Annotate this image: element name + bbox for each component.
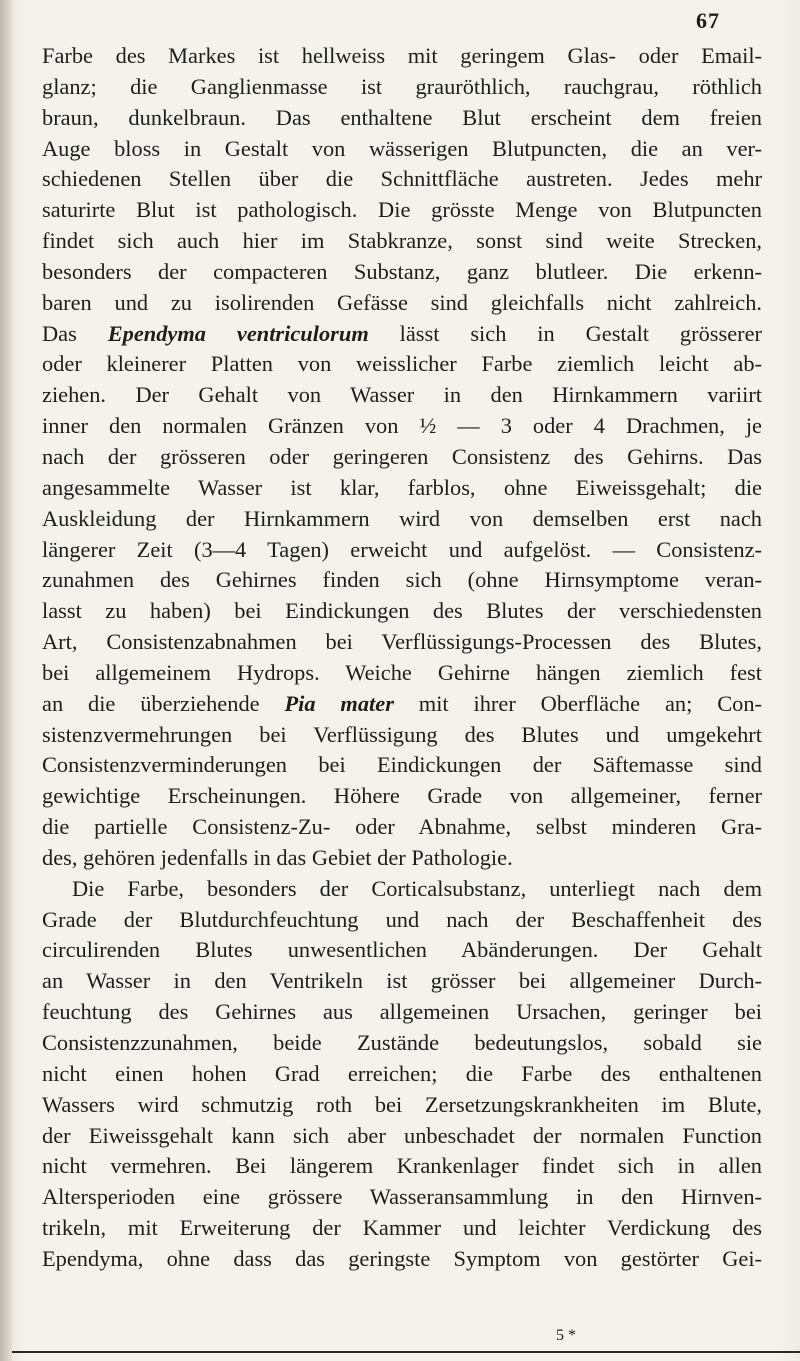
text-line: sistenzvermehrungen bei Verflüssigung des Blutes und umgekehrt — [42, 721, 762, 747]
text-line: baren und zu isolirenden Gefässe sind gleichfalls nicht zahlreich. — [42, 289, 762, 315]
text-line: die partielle Consistenz-Zu- oder Abnahme, selbst minderen Gra- — [42, 814, 762, 840]
signature-mark: 5 * — [556, 1327, 576, 1344]
text-line: nach der grösseren oder geringeren Consistenz des Gehirns. Das — [42, 443, 762, 469]
text-line: Auge bloss in Gestalt von wässerigen Blutpuncten, die an ver- — [42, 135, 762, 161]
text-line: Altersperioden eine grössere Wasseransammlung in den Hirnven- — [42, 1184, 762, 1210]
text-line: Auskleidung der Hirnkammern wird von demselben erst nach — [42, 505, 762, 531]
text-line: des, gehören jedenfalls in das Gebiet der Pathologie. — [42, 844, 513, 870]
text-line: Consistenzverminderungen bei Eindickungen der Säftemasse sind — [42, 752, 762, 778]
text-line: oder kleinerer Platten von weisslicher Farbe ziemlich leicht ab- — [42, 351, 762, 377]
text-line: inner den normalen Gränzen von ½ — 3 oder 4 Drachmen, je — [42, 413, 762, 439]
text-line: Die Farbe, besonders der Corticalsubstanz, unterliegt nach dem — [72, 875, 762, 901]
text-line: angesammelte Wasser ist klar, farblos, ohne Eiweissgehalt; die — [42, 474, 762, 500]
text-line: Grade der Blutdurchfeuchtung und nach der Beschaffenheit des — [42, 906, 762, 932]
text-line: an Wasser in den Ventrikeln ist grösser bei allgemeiner Durch- — [42, 968, 762, 994]
text-line: braun, dunkelbraun. Das enthaltene Blut erscheint dem freien — [42, 104, 762, 130]
text-line: bei allgemeinem Hydrops. Weiche Gehirne hängen ziemlich fest — [42, 659, 762, 685]
text-line: nicht vermehren. Bei längerem Krankenlager findet sich in allen — [42, 1153, 762, 1179]
text-line: gewichtige Erscheinungen. Höhere Grade von allgemeiner, ferner — [42, 783, 762, 809]
text-line: ziehen. Der Gehalt von Wasser in den Hirnkammern variirt — [42, 382, 762, 408]
text-line: glanz; die Ganglienmasse ist grauröthlich, rauchgrau, röthlich — [42, 73, 762, 99]
book-spine-shadow — [0, 0, 12, 1361]
text-line: Wassers wird schmutzig roth bei Zersetzungskrankheiten im Blute, — [42, 1091, 762, 1117]
page-number: 67 — [696, 8, 720, 33]
text-line: Ependyma, ohne dass das geringste Symptom von gestörter Gei- — [42, 1245, 762, 1271]
text-line: schiedenen Stellen über die Schnittfläche austreten. Jedes mehr — [42, 166, 762, 192]
text-line: Art, Consistenzabnahmen bei Verflüssigungs-Processen des Blutes, — [42, 629, 762, 655]
text-line: saturirte Blut ist pathologisch. Die grösste Menge von Blutpuncten — [42, 197, 762, 223]
latin-term: Ependyma ventriculorum — [107, 320, 369, 346]
text-line: besonders der compacteren Substanz, ganz blutleer. Die erkenn- — [42, 258, 762, 284]
text-line: zunahmen des Gehirnes finden sich (ohne Hirnsymptome veran- — [42, 567, 762, 593]
text-line: findet sich auch hier im Stabkranze, sonst sind weite Strecken, — [42, 228, 762, 254]
latin-term: Pia mater — [284, 690, 394, 716]
text-line: feuchtung des Gehirnes aus allgemeinen Ursachen, geringer bei — [42, 999, 762, 1025]
text-line: trikeln, mit Erweiterung der Kammer und leichter Verdickung des — [42, 1215, 762, 1241]
text-line: circulirenden Blutes unwesentlichen Abänderungen. Der Gehalt — [42, 937, 762, 963]
text-line: längerer Zeit (3—4 Tagen) erweicht und aufgelöst. — Consistenz- — [42, 536, 762, 562]
body-text — [42, 41, 762, 1275]
text-line: Das Ependyma ventriculorum lässt sich in Gestalt grösserer — [42, 320, 762, 346]
text-line: an die überziehende Pia mater mit ihrer Oberfläche an; Con- — [42, 690, 762, 716]
text-line: lasst zu haben) bei Eindickungen des Blutes der verschiedensten — [42, 598, 762, 624]
text-line: Consistenzzunahmen, beide Zustände bedeutungslos, sobald sie — [42, 1030, 762, 1055]
text-line: Farbe des Markes ist hellweiss mit geringem Glas- oder Email- — [42, 43, 762, 68]
text-line: nicht einen hohen Grad erreichen; die Farbe des enthaltenen — [42, 1060, 762, 1086]
page-bottom-edge — [12, 1351, 800, 1353]
text-line: der Eiweissgehalt kann sich aber unbeschadet der normalen Function — [42, 1122, 762, 1148]
